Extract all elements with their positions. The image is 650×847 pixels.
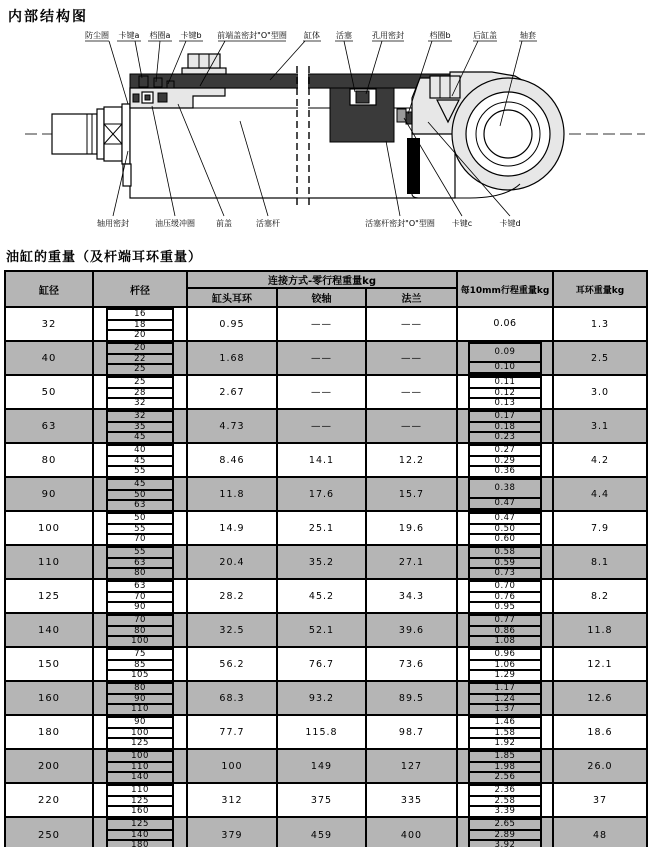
ring-weight-value: 18.6: [587, 726, 613, 738]
ring-a-seal: [154, 78, 162, 87]
rod-box: 50: [106, 512, 174, 525]
table-row: [6, 410, 646, 444]
per10-value: 0.73: [468, 567, 542, 578]
per10-cell: [458, 818, 554, 847]
flange-value: 335: [367, 784, 458, 816]
bore-value: 32: [6, 308, 94, 340]
per10-value: 2.56: [468, 771, 542, 782]
per10-value: 0.23: [468, 431, 542, 442]
per10-value: 1.08: [468, 635, 542, 646]
per10-value: 0.60: [468, 533, 542, 544]
rod-box: 125: [106, 795, 174, 808]
rod-box: 90: [106, 693, 174, 706]
flange-value: 12.2: [367, 444, 458, 476]
flange-value: ——: [367, 308, 458, 340]
rod-cell: [94, 614, 188, 646]
rod-box: 90: [106, 601, 174, 612]
ring-weight-value: 4.4: [590, 488, 610, 500]
table-row: [6, 750, 646, 784]
bore-value: 160: [6, 682, 94, 714]
hinge-value: 115.8: [278, 716, 367, 748]
ring-weight-value: 26.0: [587, 760, 613, 772]
per10-value: 0.76: [468, 591, 542, 604]
col-header-per-10mm: 每10mm行程重量kg: [458, 272, 554, 306]
gland-retainer: [122, 104, 130, 164]
flange-value: 39.6: [367, 614, 458, 646]
rod-box: 55: [106, 523, 174, 536]
per10-value: 0.38: [468, 478, 542, 499]
per10-value: 1.24: [468, 693, 542, 706]
key-a-seal: [139, 76, 148, 87]
diagram-label: 油压缓冲圈: [155, 219, 195, 228]
diagram-label: 档圈b: [429, 31, 451, 40]
per10-value: 1.85: [468, 750, 542, 763]
connection-subheaders: [188, 289, 456, 306]
dust-ring-seal: [133, 94, 139, 102]
diagram-label: 防尘圈: [85, 31, 109, 40]
rod-cell: [94, 444, 188, 476]
cylinder-tube-section: [130, 74, 455, 88]
per10-cell: [458, 750, 554, 782]
per10-value: 0.50: [468, 523, 542, 536]
rod-box: 32: [106, 397, 174, 408]
per10-value: 0.58: [468, 546, 542, 559]
hinge-value: 45.2: [278, 580, 367, 612]
per10-value: 0.29: [468, 455, 542, 468]
rear-hex-bolt: [430, 76, 460, 98]
per10-cell: [458, 784, 554, 816]
bore-value: 150: [6, 648, 94, 680]
hinge-value: ——: [278, 342, 367, 374]
hinge-value: 25.1: [278, 512, 367, 544]
bore-value: 80: [6, 444, 94, 476]
head-ring-value: 312: [188, 784, 278, 816]
col-header-hinge: 铰轴: [278, 289, 367, 306]
rod-box: 20: [106, 329, 174, 340]
diagram-label: 后缸盖: [473, 31, 497, 40]
ring-weight-value: 8.2: [590, 590, 610, 602]
per10-value: 0.47: [468, 512, 542, 525]
per10-value: 1.92: [468, 737, 542, 748]
rod-box: 100: [106, 727, 174, 740]
head-ring-value: 100: [188, 750, 278, 782]
rod-box: 160: [106, 805, 174, 816]
diagram-label: 档圈a: [149, 31, 171, 40]
ring-weight-value: 3.1: [590, 420, 610, 432]
per10-value: 0.18: [468, 421, 542, 434]
bore-value: 200: [6, 750, 94, 782]
rod-box: 20: [106, 342, 174, 355]
bore-value: 125: [6, 580, 94, 612]
col-header-connection: 连接方式-零行程重量kg: [188, 272, 456, 289]
table-row: [6, 376, 646, 410]
table-row: [6, 512, 646, 546]
table-title: 油缸的重量（及杆端耳环重量）: [6, 250, 203, 265]
per10-cell: [458, 614, 554, 646]
flange-value: 34.3: [367, 580, 458, 612]
head-ring-value: 0.95: [188, 308, 278, 340]
hinge-value: 149: [278, 750, 367, 782]
diagram-label: 轴套: [520, 31, 536, 40]
diagram-label: 活塞: [336, 31, 352, 40]
per10-value: 3.39: [468, 805, 542, 816]
rod-box: 45: [106, 431, 174, 442]
per10-value: 0.59: [468, 557, 542, 570]
table-row: [6, 478, 646, 512]
hinge-value: 76.7: [278, 648, 367, 680]
rod-cell: [94, 750, 188, 782]
head-ring-value: 1.68: [188, 342, 278, 374]
diagram-label: 前盖: [216, 219, 232, 228]
per10-value: 0.36: [468, 465, 542, 476]
bore-value: 140: [6, 614, 94, 646]
ring-weight-value: 11.8: [587, 624, 613, 636]
rod-box: 63: [106, 557, 174, 570]
rod-box: 100: [106, 750, 174, 763]
diagram-label: 卡键d: [499, 219, 521, 228]
ring-weight-value: 2.5: [590, 352, 610, 364]
rod-cell: [94, 308, 188, 340]
per10-cell: [458, 512, 554, 544]
per10-value: 0.95: [468, 601, 542, 612]
key-b-seal: [167, 81, 174, 88]
per10-value: 0.47: [468, 497, 542, 510]
piston-bore-seal: [356, 91, 369, 103]
head-ring-value: 28.2: [188, 580, 278, 612]
hinge-value: 375: [278, 784, 367, 816]
head-ring-value: 4.73: [188, 410, 278, 442]
per10-cell: [458, 716, 554, 748]
rod-box: 140: [106, 829, 174, 842]
diagram-label: 活塞杆密封"O"型圈: [365, 219, 435, 228]
bore-value: 100: [6, 512, 94, 544]
diagram-label: 卡键b: [180, 31, 202, 40]
ring-weight-value: 37: [592, 794, 608, 806]
head-ring-value: 32.5: [188, 614, 278, 646]
per10-cell: [458, 444, 554, 476]
per10-value: 0.17: [468, 410, 542, 423]
rear-black-stripe: [407, 138, 420, 194]
col-group-connection: [188, 272, 458, 306]
col-header-ring-weight: 耳环重量kg: [575, 285, 625, 296]
rod-cell: [94, 512, 188, 544]
rod-box: 75: [106, 648, 174, 661]
ring-weight-value: 48: [592, 829, 608, 841]
rod-cell: [94, 784, 188, 816]
bore-value: 220: [6, 784, 94, 816]
per10-cell: [458, 376, 554, 408]
rod-box: 55: [106, 546, 174, 559]
per10-value: 2.89: [468, 829, 542, 842]
hinge-value: ——: [278, 308, 367, 340]
per10-cell: [458, 682, 554, 714]
per10-value: 0.12: [468, 387, 542, 400]
hinge-value: 93.2: [278, 682, 367, 714]
rod-box: 45: [106, 478, 174, 491]
head-ring-value: 56.2: [188, 648, 278, 680]
per10-value: 1.29: [468, 669, 542, 680]
bore-value: 63: [6, 410, 94, 442]
table-row: [6, 308, 646, 342]
head-ring-value: 11.8: [188, 478, 278, 510]
rod-box: 28: [106, 387, 174, 400]
per10-value: 0.70: [468, 580, 542, 593]
per10-value: 3.92: [468, 839, 542, 847]
per10-value: 0.06: [493, 318, 517, 330]
bore-value: 90: [6, 478, 94, 510]
rod-box: 80: [106, 682, 174, 695]
table-row: [6, 682, 646, 716]
per10-value: 0.09: [468, 342, 542, 363]
ring-weight-value: 4.2: [590, 454, 610, 466]
diagram-label: 孔用密封: [372, 31, 404, 40]
rod-box: 55: [106, 465, 174, 476]
cylinder-structure-diagram: [0, 26, 650, 238]
per10-value: 0.77: [468, 614, 542, 627]
head-ring-value: 379: [188, 818, 278, 847]
flange-value: 89.5: [367, 682, 458, 714]
table-row: [6, 444, 646, 478]
ring-weight-value: 3.0: [590, 386, 610, 398]
rod-box: 25: [106, 363, 174, 374]
table-body: [6, 308, 646, 847]
rod-cell: [94, 410, 188, 442]
flange-value: 27.1: [367, 546, 458, 578]
rod-box: 70: [106, 591, 174, 604]
rod-box: 100: [106, 635, 174, 646]
per10-cell: [458, 342, 554, 374]
rod-cell: [94, 648, 188, 680]
table-row: [6, 614, 646, 648]
rod-box: 105: [106, 669, 174, 680]
diagram-label: 活塞杆: [256, 219, 280, 228]
ring-weight-value: 12.1: [587, 658, 613, 670]
rod-cell: [94, 716, 188, 748]
key-c: [397, 109, 406, 122]
rod-box: 80: [106, 625, 174, 638]
hinge-value: 14.1: [278, 444, 367, 476]
buffer-ring-core: [145, 95, 150, 100]
hinge-value: 52.1: [278, 614, 367, 646]
flange-value: 98.7: [367, 716, 458, 748]
break-gap: [298, 66, 308, 206]
rod-box: 90: [106, 716, 174, 729]
flange-value: 19.6: [367, 512, 458, 544]
rod-box: 22: [106, 353, 174, 366]
table-row: [6, 716, 646, 750]
table-row: [6, 580, 646, 614]
rod-cell: [94, 376, 188, 408]
col-header-rod: 杆径: [94, 272, 188, 306]
rod-box: 110: [106, 761, 174, 774]
table-row: [6, 342, 646, 376]
per10-value: 0.10: [468, 361, 542, 374]
bore-value: 180: [6, 716, 94, 748]
bore-value: 250: [6, 818, 94, 847]
diagram-label: 卡键c: [451, 219, 473, 228]
rod-box: 80: [106, 567, 174, 578]
rod-box: 50: [106, 489, 174, 502]
weight-table: [4, 270, 648, 847]
rod-box: 45: [106, 455, 174, 468]
rod-collar: [97, 109, 104, 159]
diagram-label: 前端盖密封"O"型圈: [217, 31, 287, 40]
rod-box: 180: [106, 839, 174, 847]
per10-cell: [458, 546, 554, 578]
rod-cell: [94, 478, 188, 510]
hinge-value: ——: [278, 410, 367, 442]
rod-box: 35: [106, 421, 174, 434]
rod-box: 125: [106, 818, 174, 831]
rod-box: 110: [106, 703, 174, 714]
rod-box: 25: [106, 376, 174, 389]
flange-value: ——: [367, 376, 458, 408]
per10-value: 0.27: [468, 444, 542, 457]
ring-weight-value: 12.6: [587, 692, 613, 704]
per10-value: 2.65: [468, 818, 542, 831]
head-ring-value: 20.4: [188, 546, 278, 578]
rod-box: 140: [106, 771, 174, 782]
per10-value: 1.58: [468, 727, 542, 740]
hex-bolt: [188, 54, 220, 68]
per10-cell: [458, 478, 554, 510]
flange-value: 400: [367, 818, 458, 847]
hinge-value: 459: [278, 818, 367, 847]
per10-value: 1.06: [468, 659, 542, 672]
per10-value: 0.86: [468, 625, 542, 638]
rod-box: 32: [106, 410, 174, 423]
head-ring-value: 77.7: [188, 716, 278, 748]
ring-weight-value: 8.1: [590, 556, 610, 568]
per10-value: 2.36: [468, 784, 542, 797]
ring-weight-value: 7.9: [590, 522, 610, 534]
rod-box: 70: [106, 533, 174, 544]
hinge-value: 35.2: [278, 546, 367, 578]
per10-value: 1.37: [468, 703, 542, 714]
rod-box: 63: [106, 499, 174, 510]
diagram-label: 卡键a: [118, 31, 140, 40]
rod-box: 18: [106, 319, 174, 332]
rod-cell: [94, 682, 188, 714]
per10-cell: [458, 410, 554, 442]
per10-cell: [458, 580, 554, 612]
per10-value: 1.98: [468, 761, 542, 774]
bore-value: 110: [6, 546, 94, 578]
col-header-head-ring: 缸头耳环: [188, 289, 278, 306]
bore-value: 50: [6, 376, 94, 408]
rod-box: 125: [106, 737, 174, 748]
rod-box: 16: [106, 308, 174, 321]
table-row: [6, 784, 646, 818]
head-ring-value: 2.67: [188, 376, 278, 408]
per10-cell: [458, 648, 554, 680]
head-ring-value: 8.46: [188, 444, 278, 476]
rod-cell: [94, 342, 188, 374]
per10-value: 0.11: [468, 376, 542, 389]
per10-value: 0.96: [468, 648, 542, 661]
table-row: [6, 546, 646, 580]
diagram-title: 内部结构图: [8, 9, 88, 25]
rod-end-thread: [52, 114, 97, 154]
diagram-label: 缸体: [304, 31, 320, 40]
per10-cell: [458, 308, 554, 340]
flange-value: 127: [367, 750, 458, 782]
rod-cell: [94, 546, 188, 578]
per10-value: 1.46: [468, 716, 542, 729]
head-ring-value: 14.9: [188, 512, 278, 544]
col-header-flange: 法兰: [401, 294, 422, 305]
rod-box: 40: [106, 444, 174, 457]
flange-value: 73.6: [367, 648, 458, 680]
rod-cell: [94, 818, 188, 847]
clevis-bore: [484, 110, 532, 158]
rod-box: 85: [106, 659, 174, 672]
rod-box: 70: [106, 614, 174, 627]
flange-value: 15.7: [367, 478, 458, 510]
ring-weight-value: 1.3: [590, 318, 610, 330]
rod-box: 63: [106, 580, 174, 593]
table-row: [6, 818, 646, 847]
rod-cell: [94, 580, 188, 612]
bore-value: 40: [6, 342, 94, 374]
flange-value: ——: [367, 410, 458, 442]
table-row: [6, 648, 646, 682]
col-header-bore: 缸径: [6, 272, 94, 306]
bolt-washer: [182, 68, 226, 74]
hinge-value: 17.6: [278, 478, 367, 510]
per10-value: 1.17: [468, 682, 542, 695]
per10-value: 2.58: [468, 795, 542, 808]
per10-value: 0.13: [468, 397, 542, 408]
diagram-label: 轴用密封: [97, 219, 129, 228]
hinge-value: ——: [278, 376, 367, 408]
head-ring-value: 68.3: [188, 682, 278, 714]
rod-seal: [158, 93, 167, 102]
rod-box: 110: [106, 784, 174, 797]
table-header: [6, 272, 646, 308]
flange-value: ——: [367, 342, 458, 374]
